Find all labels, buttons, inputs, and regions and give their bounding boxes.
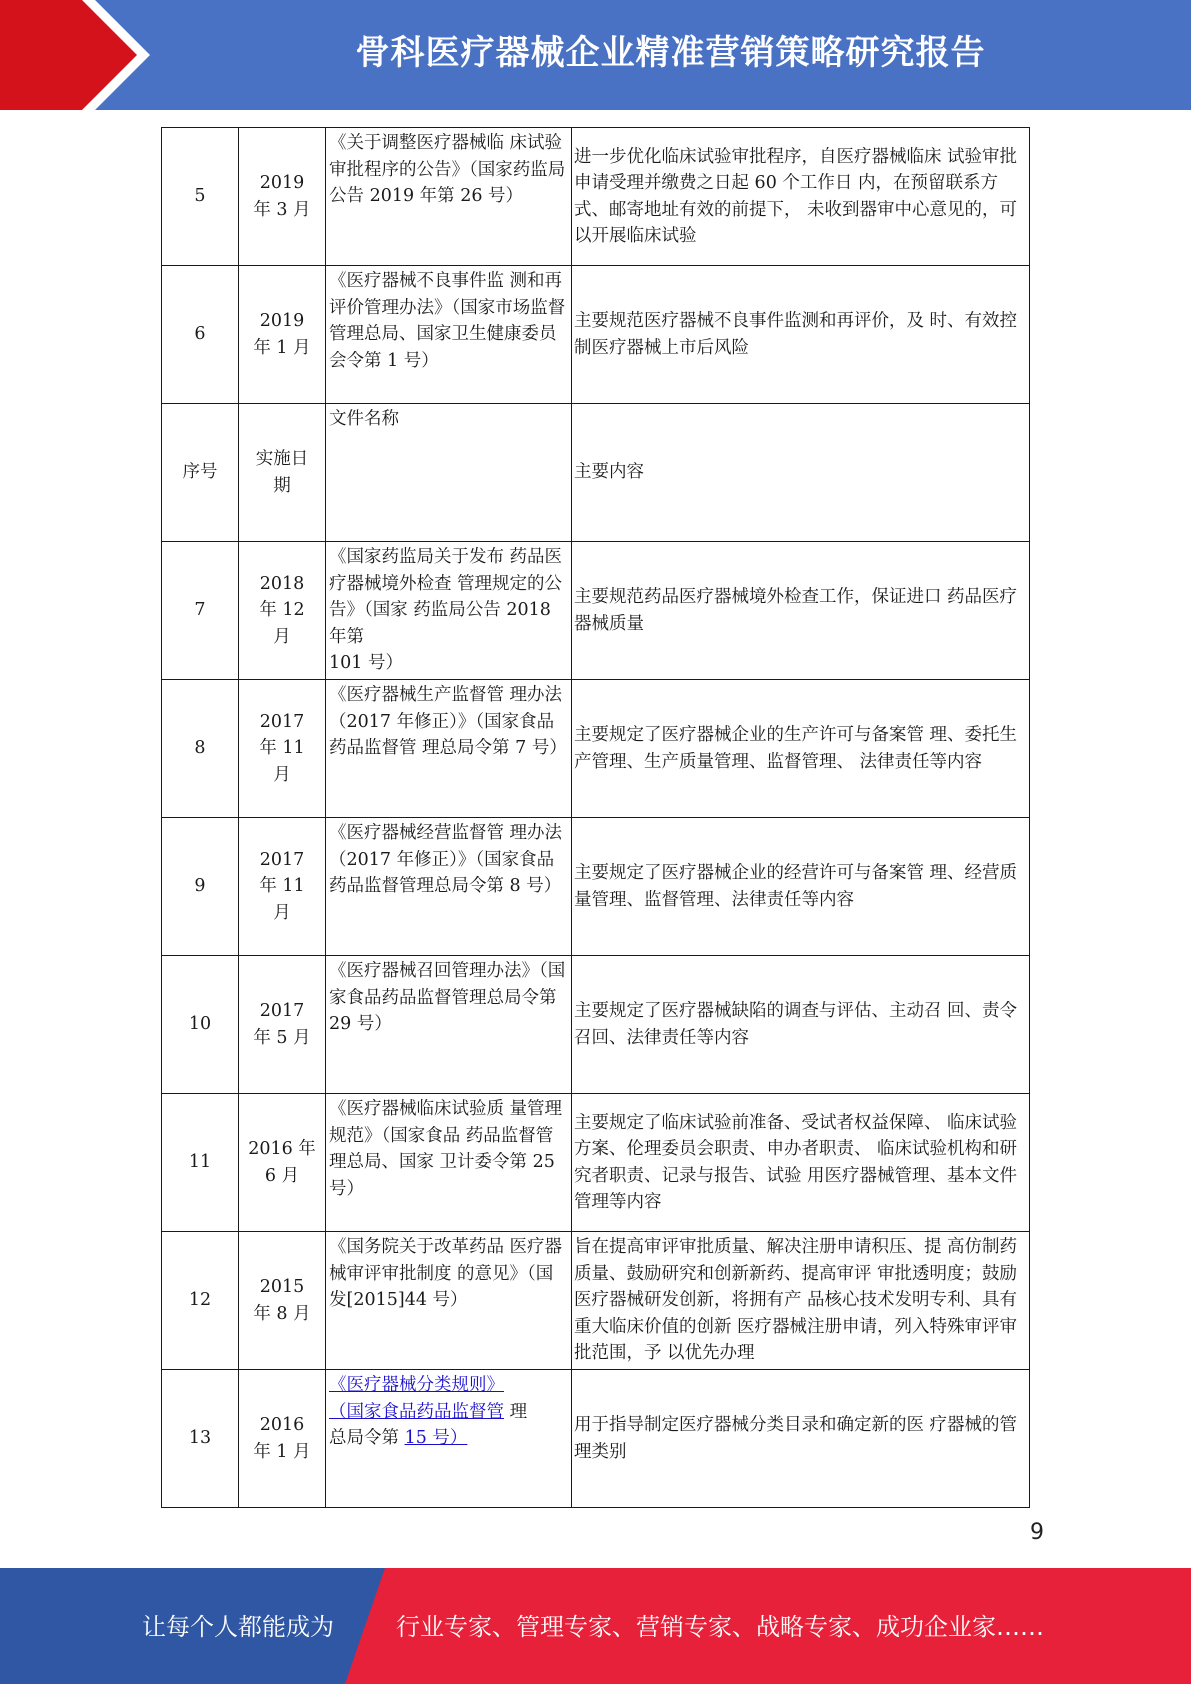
page-footer [0, 1568, 1191, 1684]
cell-number: 6 [162, 266, 239, 404]
cell-content: 旨在提高审评审批质量、解决注册申请积压、提 高仿制药质量、鼓励研究和创新新药、提高审评 审批透明度；鼓励医疗器械研发创新，将拥有产 品核心技术发明专利、具有重大临床价值的创新 医疗器械注册申请，列入特殊审评审批范围，予 以优先办理 [572, 1232, 1030, 1370]
cell-number: 12 [162, 1232, 239, 1370]
cell-document: 《医疗器械经营监督管 理办法（2017 年修正）》（国家食品药品监督管理总局令第 8 号） [326, 818, 572, 956]
table-row [162, 266, 1030, 404]
cell-number: 13 [162, 1370, 239, 1508]
cell-date: 2017 年 5 月 [239, 956, 326, 1094]
table-row [162, 128, 1030, 266]
cell-document: 《关于调整医疗器械临 床试验审批程序的公告》（国家药监局公告 2019 年第 26 号） [326, 128, 572, 266]
footer-slogan-left: 让每个人都能成为 [142, 1613, 334, 1641]
header-arrow-icon [0, 0, 150, 110]
table-row [162, 542, 1030, 680]
header-number: 序号 [162, 404, 239, 542]
header-document: 文件名称 [326, 404, 572, 542]
cell-number: 9 [162, 818, 239, 956]
cell-document [326, 1370, 572, 1508]
cell-date: 2018 年 12 月 [239, 542, 326, 680]
cell-content: 主要规范医疗器械不良事件监测和再评价，及 时、有效控制医疗器械上市后风险 [572, 266, 1030, 404]
cell-date: 2017 年 11 月 [239, 680, 326, 818]
cell-number: 7 [162, 542, 239, 680]
cell-content: 进一步优化临床试验审批程序，自医疗器械临床 试验审批申请受理并缴费之日起 60 个工作日 内，在预留联系方式、邮寄地址有效的前提下， 未收到器审中心意见的，可以开展临床试验 [572, 128, 1030, 266]
document-text: 理 [509, 1401, 528, 1422]
cell-date: 2016 年 1 月 [239, 1370, 326, 1508]
header-content: 主要内容 [572, 404, 1030, 542]
table-row [162, 1370, 1030, 1508]
cell-content: 用于指导制定医疗器械分类目录和确定新的医 疗器械的管理类别 [572, 1370, 1030, 1508]
cell-content: 主要规定了医疗器械企业的经营许可与备案管 理、经营质量管理、监督管理、法律责任等内容 [572, 818, 1030, 956]
cell-number: 5 [162, 128, 239, 266]
cell-content: 主要规范药品医疗器械境外检查工作，保证进口 药品医疗器械质量 [572, 542, 1030, 680]
cell-document: 《医疗器械生产监督管 理办法（2017 年修正）》（国家食品药品监督管 理总局令第 7 号） [326, 680, 572, 818]
cell-date: 2017 年 11 月 [239, 818, 326, 956]
cell-document: 《医疗器械临床试验质 量管理规范》（国家食品 药品监督管理总局、国家 卫计委令第 25 号） [326, 1094, 572, 1232]
cell-content: 主要规定了医疗器械缺陷的调查与评估、主动召 回、责令召回、法律责任等内容 [572, 956, 1030, 1094]
document-link[interactable]: 15 号） [404, 1428, 468, 1448]
cell-document: 《国家药监局关于发布 药品医疗器械境外检查 管理规定的公告》（国家 药监局公告 2018 年第 101 号） [326, 542, 572, 680]
policy-table [161, 127, 1030, 1508]
table-row [162, 956, 1030, 1094]
cell-number: 8 [162, 680, 239, 818]
page-number: 9 [1030, 1520, 1044, 1545]
page-header [0, 0, 1191, 110]
table-row [162, 1094, 1030, 1232]
footer-slogan-right: 行业专家、管理专家、营销专家、战略专家、成功企业家…… [396, 1613, 1044, 1641]
document-text: 总局令第 [329, 1428, 405, 1448]
cell-document: 《医疗器械召回管理办法》（国家食品药品监督管理总局令第 29 号） [326, 956, 572, 1094]
cell-document: 《国务院关于改革药品 医疗器械审评审批制度 的意见》（国发[2015]44 号） [326, 1232, 572, 1370]
cell-number: 11 [162, 1094, 239, 1232]
table-header-row [162, 404, 1030, 542]
table-row [162, 680, 1030, 818]
table-row [162, 818, 1030, 956]
cell-date: 2019 年 1 月 [239, 266, 326, 404]
cell-document: 《医疗器械不良事件监 测和再评价管理办法》（国家市场监督管理总局、国家卫生健康委员会令第 1 号） [326, 266, 572, 404]
report-title: 骨科医疗器械企业精准营销策略研究报告 [355, 33, 986, 73]
document-link[interactable]: 《医疗器械分类规则》 [329, 1375, 504, 1395]
table-row [162, 1232, 1030, 1370]
cell-content: 主要规定了临床试验前准备、受试者权益保障、 临床试验方案、伦理委员会职责、申办者职责、 临床试验机构和研究者职责、记录与报告、试验 用医疗器械管理、基本文件管理等内容 [572, 1094, 1030, 1232]
cell-date: 2015 年 8 月 [239, 1232, 326, 1370]
header-date: 实施日 期 [239, 404, 326, 542]
document-link[interactable]: （国家食品药品监督管 [329, 1401, 504, 1422]
cell-content: 主要规定了医疗器械企业的生产许可与备案管 理、委托生产管理、生产质量管理、监督管理、 法律责任等内容 [572, 680, 1030, 818]
cell-date: 2016 年 6 月 [239, 1094, 326, 1232]
cell-date: 2019 年 3 月 [239, 128, 326, 266]
cell-number: 10 [162, 956, 239, 1094]
